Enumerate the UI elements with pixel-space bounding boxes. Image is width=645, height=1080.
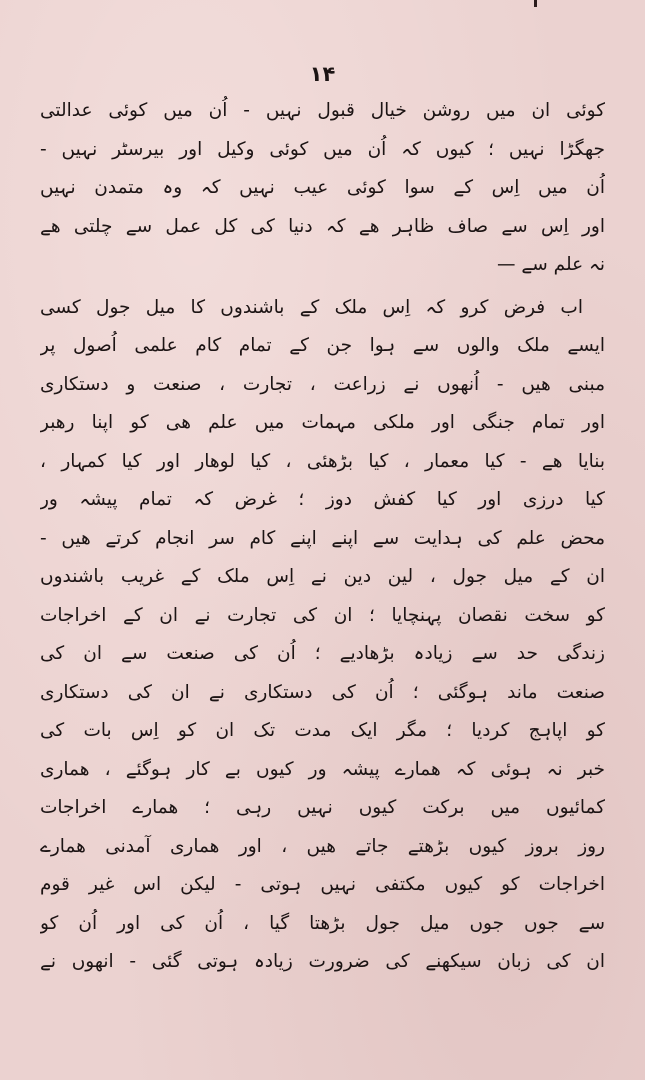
text-line: کیا درزی اور کیا کفش دوز ؛ غرض کہ تمام پیشہ ور [40,489,605,510]
text-line: اب فرض کرو کہ اِس ملک کے باشندوں کا میل جول کسی [40,296,583,318]
text-line: ان کی زبان سیکھنے کی ضرورت زیادہ ہوتی گئی - انھوں نے [40,951,605,972]
text-line: کوئی ان میں روشن خیال قبول نہیں - اُن میں کوئی عدالتی [40,100,605,121]
text-line: جھگڑا نہیں ؛ کیوں کہ اُن میں کوئی وکیل اور بیرسٹر نہیں - [40,138,605,160]
text-line: اخراجات کو کیوں مکتفی نہیں ہوتی - لیکن اس غیر قوم [40,874,605,895]
page-edge-mark [534,0,537,7]
text-line: نہ علم سے — [497,254,605,275]
text-line: ایسے ملک والوں سے ہوا جن کے تمام کام علمی اُصول پر [40,335,605,356]
text-line: اُن میں اِس کے سوا کوئی عیب نہیں کہ وہ متمدن نہیں [40,177,605,198]
text-line: خبر نہ ہوئی کہ ھمارے پیشہ ور کیوں بے کار ہوگئے ، ھماری [40,758,605,780]
text-line: محض علم کی ہدایت سے اپنے اپنے کام سر انجام کرتے ھیں - [40,527,605,549]
text-line: کو اپاہج کردیا ؛ مگر ایک مدت تک ان کو اِس بات کی [40,720,605,741]
text-line: صنعت ماند ہوگئی ؛ اُن کی دستکاری نے ان کی دستکاری [40,681,605,703]
page-number: ۱۴ [309,62,336,86]
urdu-text-body [40,92,605,982]
text-line: اور تمام جنگی اور ملکی مہمات میں علم ھی کو اپنا رھبر [40,412,605,433]
text-line: کو سخت نقصان پہنچایا ؛ ان کی تجارت نے ان کے اخراجات [40,604,605,626]
text-line: اور اِس سے صاف ظاہر ھے کہ دنیا کی کل عمل سے چلتی ھے [40,215,605,237]
text-line: بنایا ھے - کیا معمار ، کیا بڑھئی ، کیا لوھار اور کیا کمہار ، [40,450,605,472]
text-line: سے جوں جوں میل جول بڑھتا گیا ، اُن کی اور اُن کو [40,912,605,934]
text-line: کمائیوں میں برکت کیوں نہیں رہی ؛ ھمارے اخراجات [40,797,605,818]
text-line: مبنی ھیں - اُنھوں نے زراعت ، تجارت ، صنعت و دستکاری [40,373,605,395]
text-line: ان کے میل جول ، لین دین نے اِس ملک کے غریب باشندوں [40,566,605,587]
text-line: روز بروز کیوں بڑھتے جاتے ھیں ، اور ھماری آمدنی ھمارے [40,835,605,857]
text-line: زندگی حد سے زیادہ بڑھادیے ؛ اُن کی صنعت سے ان کی [40,643,605,664]
